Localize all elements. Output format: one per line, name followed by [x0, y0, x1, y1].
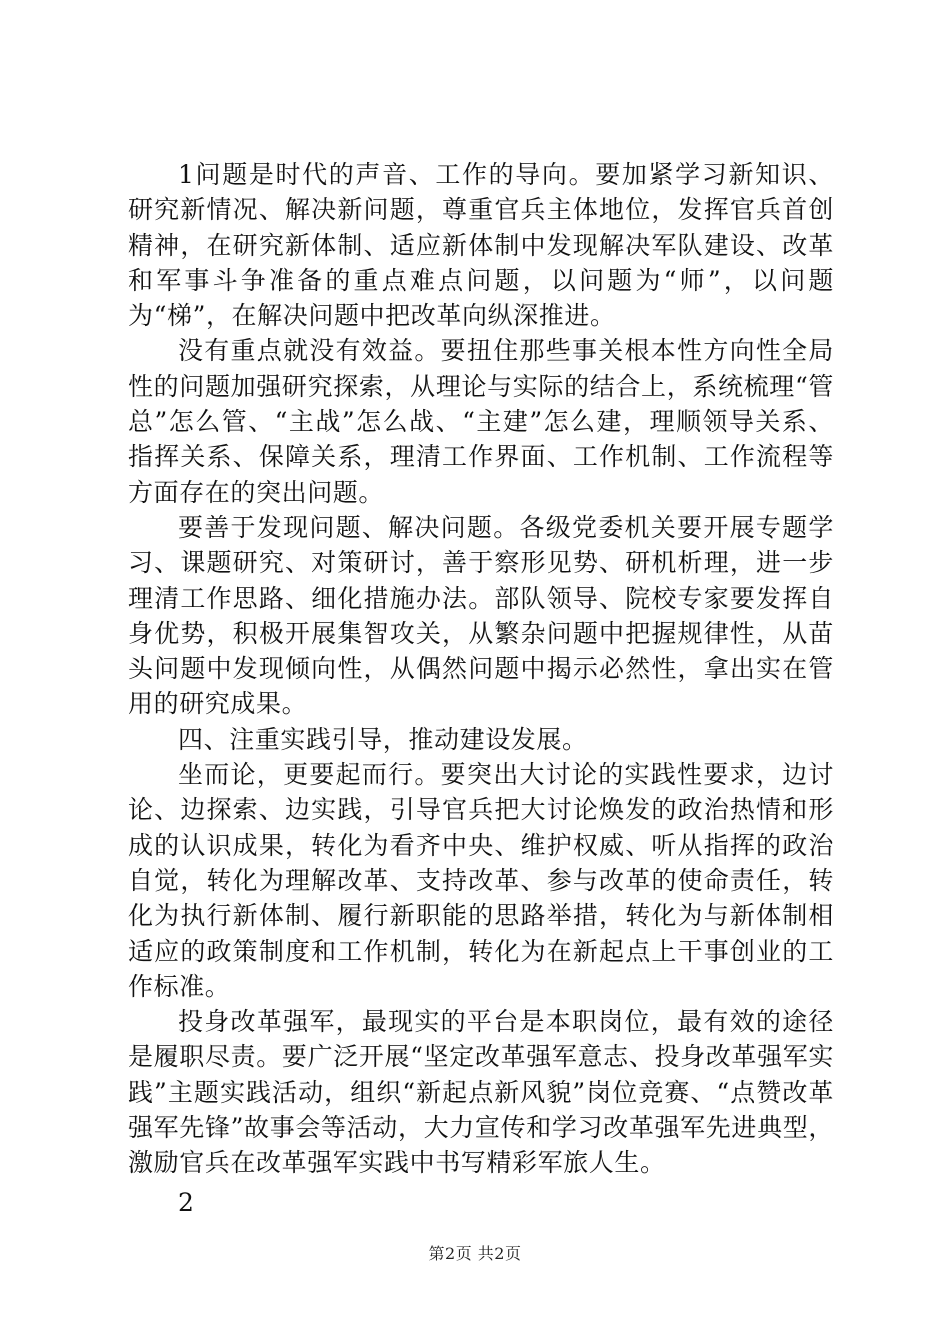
paragraph-2: 没有重点就没有效益。要扭住那些事关根本性方向性全局性的问题加强研究探索，从理论与实际的结合上，系统梳理“管总”怎么管、“主战”怎么战、“主建”怎么建，理顺领导关系、指挥关系、保障关系，理清工作界面、工作机制、工作流程等方面存在的突出问题。	[128, 336, 834, 507]
section-heading: 四、注重实践引导，推动建设发展。	[178, 724, 588, 754]
paragraph-3: 要善于发现问题、解决问题。各级党委机关要开展专题学习、课题研究、对策研讨，善于察形见势、研机析理，进一步理清工作思路、细化措施办法。部队领导、院校专家要发挥自身优势，积极开展集智攻关，从繁杂问题中把握规律性，从苗头问题中发现倾向性，从偶然问题中揭示必然性，拿出实在管用的研究成果。	[128, 512, 834, 719]
document-body	[128, 157, 834, 1220]
paragraph-1: 1问题是时代的声音、工作的导向。要加紧学习新知识、研究新情况、解决新问题，尊重官兵主体地位，发挥官兵首创精神，在研究新体制、适应新体制中发现解决军队建设、改革和军事斗争准备的重点难点问题，以问题为“师”，以问题为“梯”，在解决问题中把改革向纵深推进。	[128, 160, 834, 331]
trailing-number: 2	[178, 1187, 195, 1217]
paragraph-5: 投身改革强军，最现实的平台是本职岗位，最有效的途径是履职尽责。要广泛开展“坚定改革强军意志、投身改革强军实践”主题实践活动，组织“新起点新风貌”岗位竞赛、“点赞改革强军先锋”故事会等活动，大力宣传和学习改革强军先进典型，激励官兵在改革强军实践中书写精彩军旅人生。	[128, 1007, 834, 1178]
paragraph-4: 坐而论，更要起而行。要突出大讨论的实践性要求，边讨论、边探索、边实践，引导官兵把大讨论焕发的政治热情和形成的认识成果，转化为看齐中央、维护权威、听从指挥的政治自觉，转化为理解改革、支持改革、参与改革的使命责任，转化为执行新体制、履行新职能的思路举措，转化为与新体制相适应的政策制度和工作机制，转化为在新起点上干事创业的工作标准。	[128, 760, 834, 1001]
page-footer: 第2页 共2页	[428, 1244, 522, 1263]
